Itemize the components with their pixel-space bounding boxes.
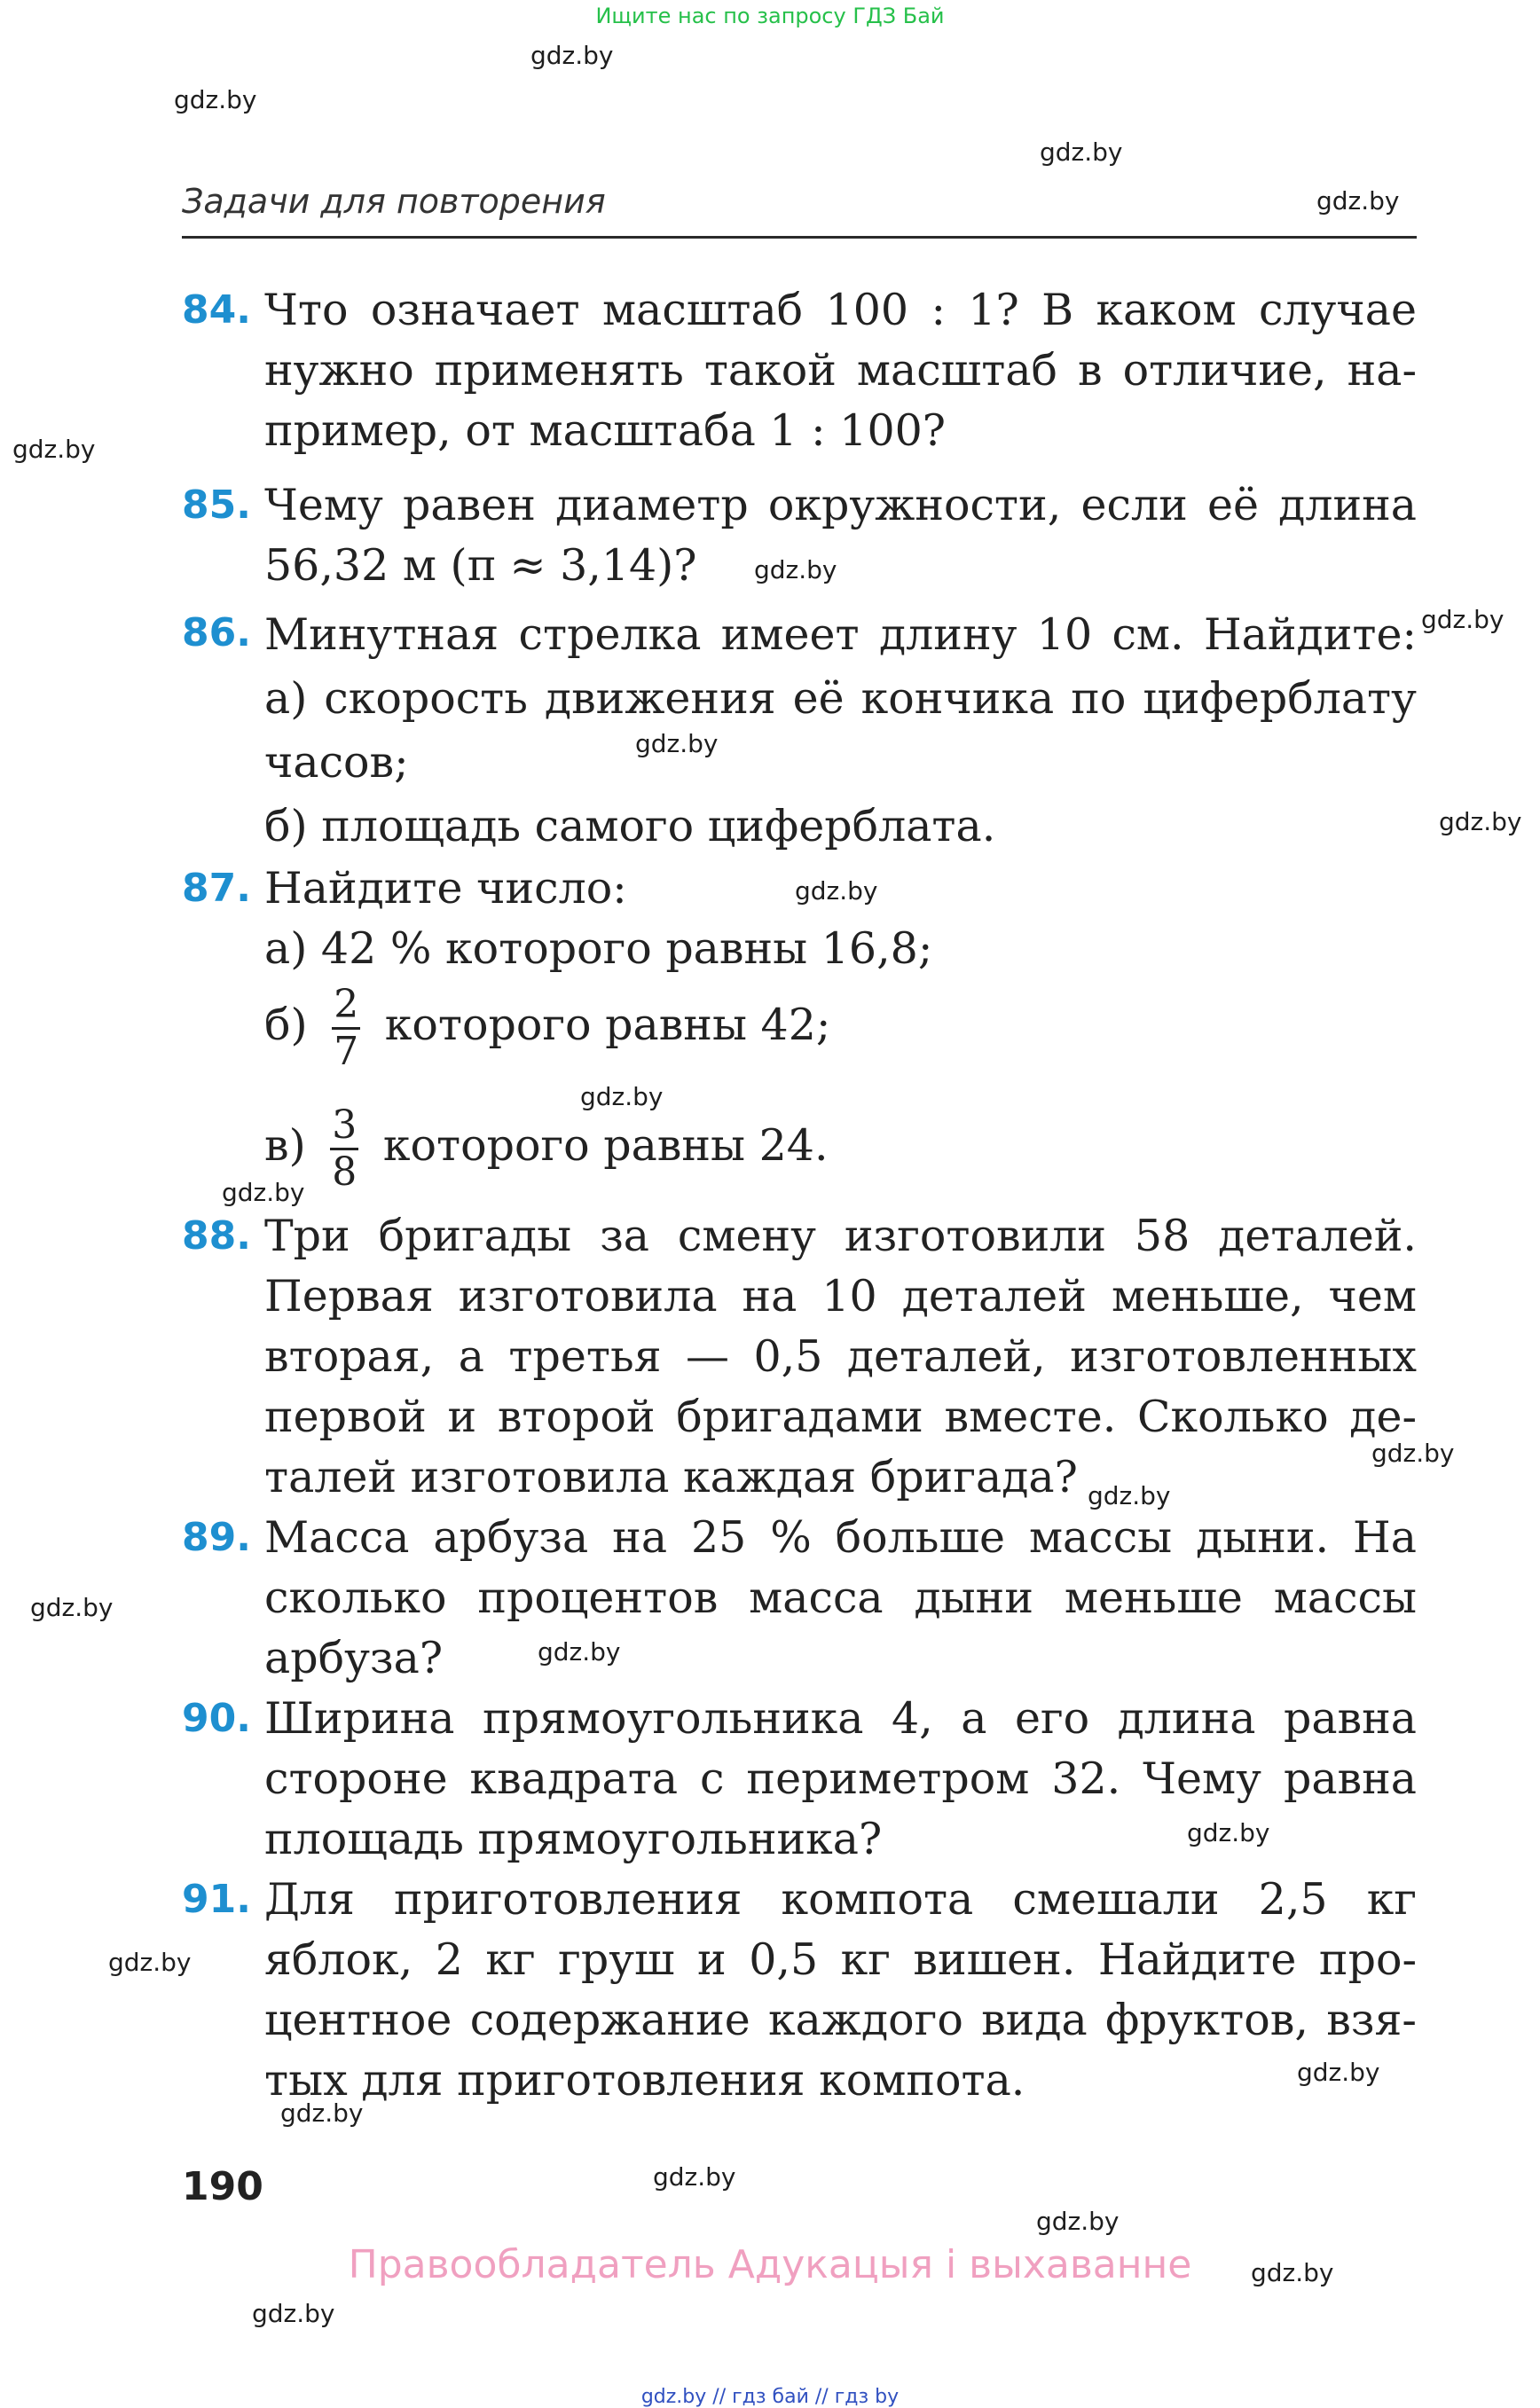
text-line: а) скорость движения её кончика по циферблату bbox=[264, 673, 1417, 724]
fraction-numerator: 3 bbox=[332, 1102, 358, 1148]
text-line: а) 42 % которого равны 16,8; bbox=[264, 923, 933, 974]
problem-number: 89. bbox=[182, 1515, 251, 1560]
watermark: gdz.by bbox=[108, 1948, 192, 1977]
text-line: талей изготовила каждая бригада? bbox=[264, 1452, 1078, 1502]
page-number: 190 bbox=[182, 2164, 263, 2209]
problem-number: 85. bbox=[182, 482, 251, 528]
copyright-notice: Правообладатель Адукацыя і выхаванне bbox=[348, 2242, 1192, 2287]
problem-number: 88. bbox=[182, 1213, 251, 1259]
item-text: которого равны 24. bbox=[382, 1120, 829, 1171]
watermark: gdz.by bbox=[795, 876, 878, 906]
watermark: gdz.by bbox=[222, 1178, 305, 1207]
watermark: gdz.by bbox=[1251, 2258, 1334, 2287]
text-line: Три бригады за смену изготовили 58 деталей. bbox=[264, 1211, 1417, 1261]
text-line: Для приготовления компота смешали 2,5 кг bbox=[264, 1874, 1417, 1925]
watermark: gdz.by bbox=[530, 41, 614, 70]
text-line: стороне квадрата с периметром 32. Чему равна bbox=[264, 1753, 1417, 1804]
watermark: gdz.by bbox=[1036, 2207, 1120, 2236]
watermark: gdz.by bbox=[30, 1593, 114, 1622]
header-divider bbox=[182, 236, 1417, 239]
fraction bbox=[332, 983, 360, 1074]
text-line: Минутная стрелка имеет длину 10 см. Найдите: bbox=[264, 609, 1417, 660]
fraction-denominator: 8 bbox=[332, 1149, 358, 1195]
item-label: в) bbox=[264, 1120, 306, 1171]
problem-text bbox=[264, 1689, 1417, 1870]
text-line: пример, от масштаба 1 : 100? bbox=[264, 405, 947, 456]
text-line: часов; bbox=[264, 737, 409, 788]
text-line: 56,32 м (π ≈ 3,14)? bbox=[264, 540, 697, 591]
watermark: gdz.by bbox=[12, 435, 96, 464]
text-line: нужно применять такой масштаб в отличие, на- bbox=[264, 345, 1417, 396]
watermark: gdz.by bbox=[538, 1637, 621, 1667]
text-line: Что означает масштаб 100 : 1? В каком случае bbox=[264, 285, 1417, 335]
watermark: gdz.by bbox=[1088, 1481, 1171, 1510]
watermark: gdz.by bbox=[580, 1082, 664, 1111]
problem-number: 87. bbox=[182, 866, 251, 911]
watermark: gdz.by bbox=[635, 729, 719, 758]
watermark: gdz.by bbox=[1421, 605, 1505, 634]
text-line: центное содержание каждого вида фруктов, взя- bbox=[264, 1995, 1417, 2045]
fraction-item-c bbox=[264, 1103, 829, 1195]
fraction bbox=[330, 1103, 358, 1195]
text-line: площадь прямоугольника? bbox=[264, 1814, 883, 1864]
text-line: сколько процентов масса дыни меньше массы bbox=[264, 1573, 1417, 1623]
problem-text bbox=[264, 280, 1417, 461]
text-line: тых для приготовления компота. bbox=[264, 2055, 1025, 2106]
fraction-numerator: 2 bbox=[334, 982, 359, 1027]
item-label: б) bbox=[264, 1000, 308, 1050]
watermark: gdz.by bbox=[1187, 1818, 1270, 1847]
watermark: gdz.by bbox=[1040, 137, 1123, 167]
text-line: Найдите число: bbox=[264, 863, 627, 914]
text-line: Ширина прямоугольника 4, а его длина равна bbox=[264, 1693, 1417, 1744]
item-text: которого равны 42; bbox=[384, 1000, 831, 1050]
watermark: gdz.by bbox=[174, 85, 257, 114]
problem-text bbox=[264, 1206, 1417, 1508]
problem-number: 91. bbox=[182, 1877, 251, 1922]
watermark: gdz.by bbox=[1316, 186, 1400, 216]
problem-text bbox=[264, 475, 1417, 596]
section-header: Задачи для повторения bbox=[182, 182, 606, 221]
problem-text bbox=[264, 859, 1417, 979]
text-line: Чему равен диаметр окружности, если её длина bbox=[264, 480, 1417, 530]
watermark: gdz.by bbox=[1371, 1439, 1455, 1468]
problem-text bbox=[264, 1508, 1417, 1689]
fraction-item-b bbox=[264, 983, 830, 1074]
watermark: gdz.by bbox=[754, 555, 837, 584]
text-line: арбуза? bbox=[264, 1633, 444, 1683]
text-line: вторая, а третья — 0,5 деталей, изготовленных bbox=[264, 1331, 1417, 1382]
problem-text bbox=[264, 603, 1417, 859]
watermark: gdz.by bbox=[1297, 2058, 1380, 2087]
text-line: Масса арбуза на 25 % больше массы дыни. На bbox=[264, 1512, 1417, 1563]
problem-number: 90. bbox=[182, 1696, 251, 1741]
text-line: Первая изготовила на 10 деталей меньше, чем bbox=[264, 1271, 1417, 1322]
watermark: gdz.by bbox=[653, 2162, 736, 2192]
fraction-denominator: 7 bbox=[334, 1029, 359, 1074]
text-line: б) площадь самого циферблата. bbox=[264, 801, 996, 851]
text-line: яблок, 2 кг груш и 0,5 кг вишен. Найдите про- bbox=[264, 1934, 1417, 1985]
top-banner: Ищите нас по запросу ГДЗ Бай bbox=[595, 4, 945, 28]
watermark: gdz.by bbox=[1439, 807, 1522, 836]
footer-links[interactable]: gdz.by // гдз бай // гдз by bbox=[640, 2386, 900, 2408]
problem-text bbox=[264, 1870, 1417, 2111]
watermark: gdz.by bbox=[280, 2098, 364, 2128]
problem-number: 84. bbox=[182, 287, 251, 333]
watermark: gdz.by bbox=[252, 2299, 335, 2328]
problem-number: 86. bbox=[182, 610, 251, 655]
text-line: первой и второй бригадами вместе. Сколько де- bbox=[264, 1392, 1417, 1442]
